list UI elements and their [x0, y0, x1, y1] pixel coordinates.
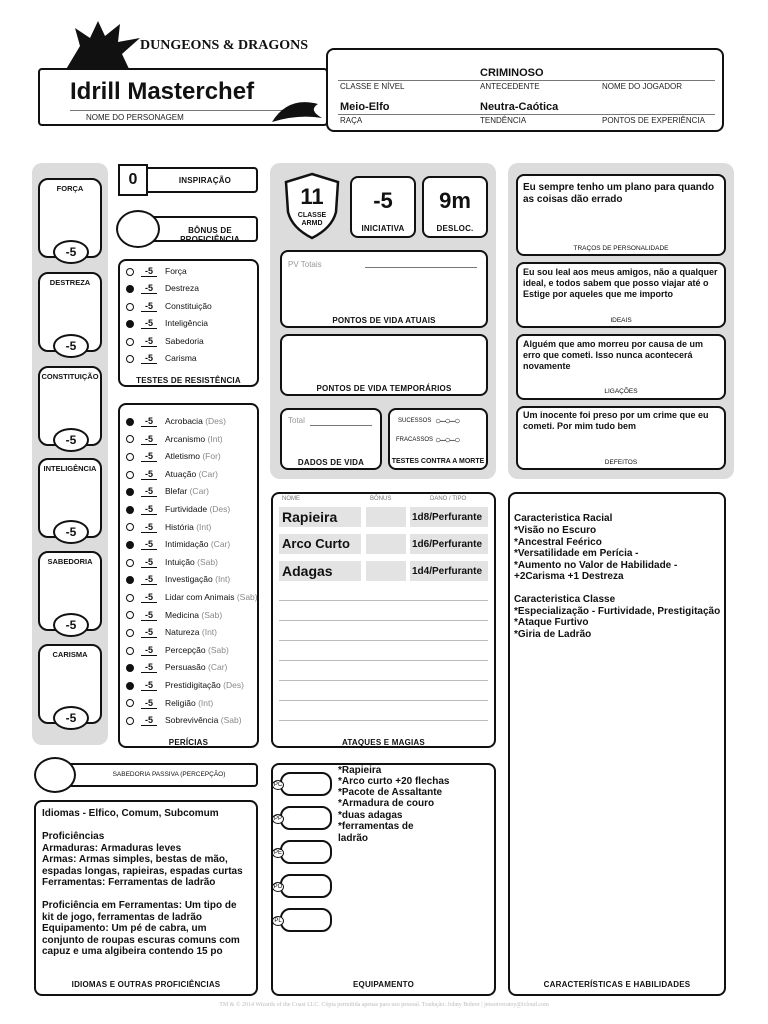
equipment-line: ladrão: [338, 833, 369, 844]
features-line: +2Carisma +1 Destreza: [514, 571, 624, 582]
languages-line: Equipamento: Um pé de cabra, um: [42, 923, 207, 934]
save-row[interactable]: [126, 283, 199, 294]
attack-bonus-cell[interactable]: [366, 534, 406, 554]
skill-name: Atletismo: [165, 451, 200, 462]
skill-mod: -5: [141, 592, 157, 603]
prof-dot[interactable]: [126, 699, 134, 707]
prof-dot[interactable]: [126, 320, 134, 328]
ability-wisdom: [38, 551, 102, 631]
languages-line: Proficiências: [42, 831, 105, 842]
save-row[interactable]: [126, 318, 208, 329]
skill-mod: -5: [141, 557, 157, 568]
armor-class-value[interactable]: 11: [300, 184, 324, 209]
skill-mod: -5: [141, 486, 157, 497]
save-mod: -5: [141, 301, 157, 312]
skill-mod: -5: [141, 715, 157, 726]
skill-row[interactable]: [126, 522, 211, 533]
skill-name: Prestidigitação: [165, 680, 221, 690]
prof-dot[interactable]: [126, 268, 134, 276]
traits-label: TRAÇOS DE PERSONALIDADE: [573, 245, 669, 252]
prof-dot[interactable]: [126, 611, 134, 619]
initiative-label: INICIATIVA: [361, 224, 405, 233]
attacks-col-bonus: BÔNUS: [370, 496, 392, 502]
ideals-label: IDEAIS: [610, 317, 632, 324]
skill-mod: -5: [141, 539, 157, 550]
ability-name: INTELIGÊNCIA: [43, 464, 97, 473]
skill-attr: (Int): [207, 433, 223, 444]
proficiency-label: BÔNUS DE PROFICIÊNCIA: [180, 226, 240, 244]
skill-mod: -5: [141, 698, 157, 709]
saving-throws-list: [126, 266, 256, 366]
race-value: Meio-Elfo: [340, 101, 390, 113]
skill-attr: (Sab): [220, 715, 242, 726]
save-name: Constituição: [165, 301, 212, 311]
ability-mod[interactable]: -5: [53, 520, 89, 544]
background-value: CRIMINOSO: [480, 67, 544, 79]
languages-line: Proficiência em Ferramentas: Um tipo de: [42, 900, 237, 911]
equipment-title: EQUIPAMENTO: [352, 980, 415, 989]
features-line: *Visão no Escuro: [514, 525, 597, 536]
features-title: CARACTERÍSTICAS E HABILIDADES: [543, 980, 691, 989]
prof-dot[interactable]: [126, 647, 134, 655]
skill-attr: (Car): [198, 468, 218, 479]
ideals-text: Eu sou leal aos meus amigos, não a qualquer ideal, e todos sabem que posso viajar até o Estige por aqueles que me importo: [523, 267, 718, 299]
skill-name: Blefar: [165, 486, 188, 497]
armor-class-label: CLASSE ARMD: [297, 212, 327, 227]
skill-row[interactable]: [126, 416, 226, 427]
attacks-col-damage: DANO / TIPO: [430, 496, 467, 502]
saving-throws-title: TESTES DE RESISTÊNCIA: [136, 376, 241, 385]
footer-text: TM & © 2014 Wizards of the Coast LLC. Cópia permitida apenas para uso pessoal. Tradução: Johny Bohrer | jetsonveratoy@icloud.com: [219, 1002, 549, 1008]
skill-row[interactable]: [126, 592, 258, 603]
attack-damage: 1d8/Perfurante: [412, 512, 483, 523]
coin-pp[interactable]: PL: [280, 908, 332, 932]
skill-mod: -5: [141, 504, 157, 515]
skill-row[interactable]: [126, 715, 242, 726]
skill-row[interactable]: [126, 486, 209, 497]
ability-name: DESTREZA: [49, 278, 91, 287]
ability-dexterity: [38, 272, 102, 352]
skill-mod: -5: [141, 416, 157, 427]
skill-attr: (Sab): [197, 556, 218, 567]
attack-name: Adagas: [282, 563, 333, 579]
save-name: Força: [165, 266, 187, 276]
background-label: ANTECEDENTE: [480, 82, 540, 91]
languages-line: Armas: Armas simples, bestas de mão,: [42, 854, 228, 865]
prof-dot[interactable]: [126, 594, 134, 602]
skill-attr: (Sab): [208, 644, 229, 655]
alignment-value: Neutra-Caótica: [480, 101, 559, 113]
languages-line: Idiomas - Elfico, Comum, Subcomum: [42, 808, 219, 819]
prof-dot[interactable]: [126, 682, 134, 690]
ability-strength: [38, 178, 102, 258]
header: [0, 0, 768, 145]
skill-row[interactable]: [126, 469, 218, 480]
features-line: Caracteristica Classe: [514, 594, 616, 605]
character-name: Idrill Masterchef: [70, 78, 255, 105]
death-fail-label: FRACASSOS: [396, 437, 434, 443]
ability-mod[interactable]: -5: [53, 334, 89, 358]
skill-row[interactable]: [126, 451, 221, 462]
save-name: Sabedoria: [165, 336, 204, 346]
skill-name: Investigação: [165, 574, 213, 585]
skill-row[interactable]: [126, 662, 227, 673]
prof-dot[interactable]: [126, 338, 134, 346]
ability-name: CONSTITUIÇÃO: [41, 372, 99, 381]
skill-mod: -5: [141, 574, 157, 585]
death-success-circles[interactable]: ○–○–○: [435, 416, 460, 427]
ability-name: CARISMA: [52, 650, 88, 659]
skill-mod: -5: [141, 680, 157, 691]
prof-dot[interactable]: [126, 523, 134, 531]
features-line: *Ataque Furtivo: [514, 617, 589, 628]
languages-title: IDIOMAS E OUTRAS PROFICIÊNCIAS: [71, 980, 221, 989]
ability-mod[interactable]: -5: [53, 706, 89, 730]
attack-name: Arco Curto: [282, 536, 350, 551]
speed-label: DESLOC.: [436, 224, 474, 233]
character-name-label: NOME DO PERSONAGEM: [86, 113, 184, 122]
inspiration-label: INSPIRAÇÃO: [178, 176, 232, 185]
attacks-col-name: NOME: [282, 496, 300, 502]
skill-mod: -5: [141, 469, 157, 480]
skill-row[interactable]: [126, 557, 218, 568]
skill-name: Arcanismo: [165, 433, 206, 444]
hp-temp-label: PONTOS DE VIDA TEMPORÁRIOS: [316, 384, 452, 393]
prof-dot[interactable]: [126, 418, 134, 426]
save-mod: -5: [141, 336, 157, 347]
ability-name: SABEDORIA: [47, 557, 93, 566]
ability-mod[interactable]: -5: [53, 240, 89, 264]
skill-name: Religião: [165, 697, 196, 708]
alignment-label: TENDÊNCIA: [480, 116, 527, 125]
prof-dot[interactable]: [126, 629, 134, 637]
attack-bonus-cell[interactable]: [366, 561, 406, 581]
skill-mod: -5: [141, 451, 157, 462]
skill-name: Lidar com Animais: [165, 592, 235, 602]
coin-cp[interactable]: PC: [280, 772, 332, 796]
skill-name: Persuasão: [165, 662, 206, 673]
skill-attr: (Int): [215, 574, 231, 585]
skill-mod: -5: [141, 610, 157, 621]
prof-dot[interactable]: [126, 506, 134, 514]
features-line: *Aumento no Valor de Habilidade -: [514, 560, 678, 571]
skill-mod: -5: [141, 645, 157, 656]
skill-name: Medicina: [165, 609, 200, 620]
skill-attr: (Car): [189, 486, 209, 497]
save-name: Destreza: [165, 283, 200, 293]
equipment-line: *Pacote de Assaltante: [338, 787, 443, 798]
save-row[interactable]: [126, 266, 187, 277]
passive-label: SABEDORIA PASSIVA (PERCEPÇÃO): [112, 771, 226, 778]
initiative-value[interactable]: -5: [373, 188, 393, 213]
features-line: *Giria de Ladrão: [514, 629, 592, 640]
save-row[interactable]: [126, 353, 197, 364]
coin-sp[interactable]: PP: [280, 806, 332, 830]
prof-dot[interactable]: [126, 355, 134, 363]
features-line: Caracteristica Racial: [514, 513, 613, 524]
attack-name: Rapieira: [282, 509, 338, 525]
save-row[interactable]: [126, 336, 204, 347]
hp-current-label: PONTOS DE VIDA ATUAIS: [332, 316, 436, 325]
skill-attr: (Car): [208, 662, 228, 673]
skill-mod: -5: [141, 434, 157, 445]
prof-dot[interactable]: [126, 541, 134, 549]
save-name: Inteligência: [165, 318, 209, 328]
coin-ep[interactable]: PE: [280, 840, 332, 864]
skill-name: Intuição: [165, 556, 195, 567]
prof-dot[interactable]: [126, 576, 134, 584]
flaws-label: DEFEITOS: [604, 459, 638, 466]
ability-intelligence: [38, 458, 102, 538]
skill-name: Acrobacia: [165, 416, 203, 426]
skill-row[interactable]: [126, 627, 217, 638]
bonds-label: LIGAÇÕES: [604, 388, 638, 395]
languages-line: Armaduras: Armaduras leves: [42, 843, 182, 854]
skill-mod: -5: [141, 627, 157, 638]
skills-list: [126, 416, 256, 726]
skill-name: Furtividade: [165, 504, 208, 514]
xp-label: PONTOS DE EXPERIÊNCIA: [602, 116, 705, 125]
equipment-line: *Arco curto +20 flechas: [338, 776, 450, 787]
prof-dot[interactable]: [126, 285, 134, 293]
prof-dot[interactable]: [126, 303, 134, 311]
equipment-line: *Armadura de couro: [338, 798, 435, 809]
languages-line: espadas longas, rapieiras, espadas curtas: [42, 866, 243, 877]
skill-row[interactable]: [126, 504, 230, 515]
features-line: *Especialização - Furtividade, Prestigitação: [514, 606, 721, 617]
features-line: *Ancestral Feérico: [514, 537, 602, 548]
equipment-line: *duas adagas: [338, 810, 403, 821]
save-mod: -5: [141, 283, 157, 294]
skill-attr: (For): [202, 451, 221, 462]
hit-dice-label: DADOS DE VIDA: [297, 458, 365, 467]
ability-constitution: [38, 366, 102, 446]
player-label: NOME DO JOGADOR: [602, 82, 683, 91]
skill-row[interactable]: [126, 434, 223, 445]
skill-name: Sobrevivência: [165, 715, 219, 726]
save-row[interactable]: [126, 301, 212, 312]
bonds-text: Alguém que amo morreu por causa de um erro que cometi. Isso nunca acontecerá novamente: [523, 339, 704, 371]
skill-attr: (Car): [210, 539, 231, 550]
flaws-text: Um inocente foi preso por um crime que eu cometi. Por mim tudo bem: [523, 410, 709, 431]
skill-attr: (Des): [209, 504, 231, 514]
skills-title: PERÍCIAS: [168, 738, 209, 747]
skill-row[interactable]: [126, 610, 222, 621]
prof-dot[interactable]: [126, 717, 134, 725]
languages-line: capuz e uma algibeira contendo 15 po: [42, 946, 223, 957]
prof-dot[interactable]: [126, 488, 134, 496]
skill-row[interactable]: [126, 574, 230, 585]
attack-bonus-cell[interactable]: [366, 507, 406, 527]
skill-mod: -5: [141, 522, 157, 533]
attack-damage: 1d4/Perfurante: [412, 566, 483, 577]
save-mod: -5: [141, 353, 157, 364]
skill-attr: (Des): [205, 416, 226, 426]
skill-row[interactable]: [126, 680, 244, 691]
class-level-label: CLASSE E NÍVEL: [340, 82, 405, 91]
prof-dot[interactable]: [126, 471, 134, 479]
coin-gp[interactable]: PO: [280, 874, 332, 898]
dragon-logo-icon: [60, 16, 150, 76]
skill-name: Percepção: [165, 644, 206, 655]
equipment-line: *Rapieira: [338, 765, 382, 776]
skill-name: Atuação: [165, 468, 197, 479]
skill-attr: (Des): [223, 680, 244, 690]
skill-name: História: [165, 521, 194, 532]
ability-mod[interactable]: -5: [53, 613, 89, 637]
skill-attr: (Int): [198, 697, 214, 708]
proficiency-value[interactable]: [116, 210, 160, 248]
prof-dot[interactable]: [126, 453, 134, 461]
equipment-line: *ferramentas de: [338, 821, 414, 832]
traits-text: Eu sempre tenho um plano para quando as coisas dão errado: [523, 182, 715, 205]
save-mod: -5: [141, 266, 157, 277]
prof-dot[interactable]: [126, 435, 134, 443]
skill-name: Intimidação: [165, 539, 209, 550]
languages-line: conjunto de roupas escuras comuns com: [42, 935, 240, 946]
race-label: RAÇA: [340, 116, 363, 125]
languages-box[interactable]: [34, 800, 258, 996]
skill-row[interactable]: [126, 698, 213, 709]
ability-name: FORÇA: [56, 184, 84, 193]
skill-attr: (Sab): [201, 609, 223, 620]
death-fail-circles[interactable]: ○–○–○: [435, 435, 460, 446]
ability-mod[interactable]: -5: [53, 428, 89, 452]
dragon-ornament-icon: [268, 92, 328, 128]
skill-row[interactable]: [126, 539, 230, 550]
skill-name: Natureza: [165, 627, 200, 638]
logo-text: DUNGEONS & DRAGONS: [140, 38, 309, 53]
prof-dot[interactable]: [126, 559, 134, 567]
skill-attr: (Int): [196, 521, 212, 532]
skill-row[interactable]: [126, 645, 229, 656]
attacks-title: ATAQUES E MAGIAS: [342, 738, 425, 747]
hit-dice-total-label: Total: [288, 416, 305, 425]
attack-damage: 1d6/Perfurante: [412, 539, 483, 550]
passive-value[interactable]: [34, 757, 76, 793]
hp-max-label: PV Totais: [288, 260, 322, 269]
skill-mod: -5: [141, 662, 157, 673]
speed-value[interactable]: 9m: [439, 188, 471, 213]
skill-attr: (Sab): [236, 592, 258, 602]
death-saves-label: TESTES CONTRA A MORTE: [391, 458, 485, 465]
inspiration-value[interactable]: 0: [118, 164, 148, 196]
prof-dot[interactable]: [126, 664, 134, 672]
save-mod: -5: [141, 318, 157, 329]
save-name: Carisma: [165, 353, 197, 363]
death-success-label: SUCESSOS: [398, 418, 432, 424]
ability-charisma: [38, 644, 102, 724]
languages-line: Ferramentas: Ferramentas de ladrão: [42, 877, 216, 888]
features-line: *Versatilidade em Perícia -: [514, 548, 639, 559]
languages-line: kit de jogo, ferramentas de ladrão: [42, 912, 203, 923]
skill-attr: (Int): [201, 627, 217, 638]
